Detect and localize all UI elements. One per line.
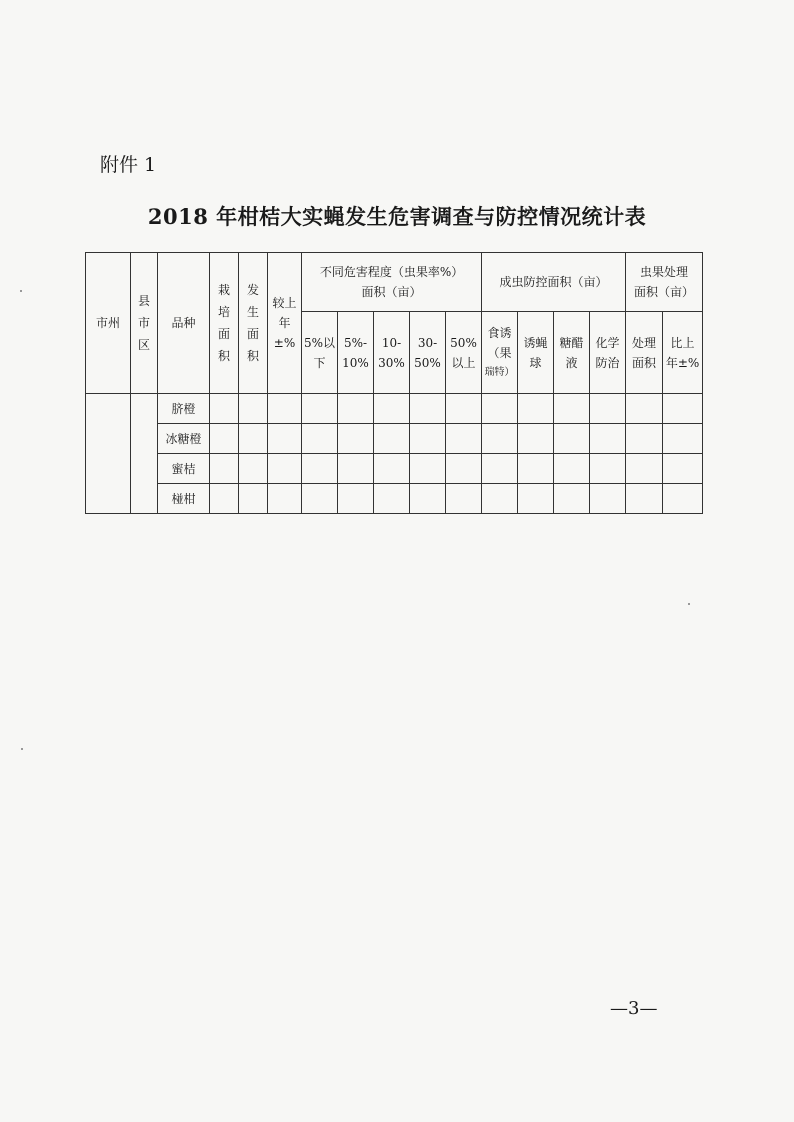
scan-speck	[688, 603, 690, 605]
header-city: 市州	[86, 253, 131, 394]
header-damage-level: 10- 30%	[374, 312, 410, 394]
header-damage-level: 30- 50%	[410, 312, 446, 394]
header-vs-last-year: 较上 年 ±%	[268, 253, 302, 394]
variety-cell: 蜜桔	[158, 454, 210, 484]
table-row	[86, 394, 703, 424]
variety-cell: 脐橙	[158, 394, 210, 424]
table-row	[86, 424, 703, 454]
variety-cell: 冰糖橙	[158, 424, 210, 454]
header-control-method: 食诱 （果 瑞特）	[482, 312, 518, 394]
header-occurrence-area: 发生面积	[239, 253, 268, 394]
statistics-table	[85, 252, 703, 514]
header-control-group: 成虫防控面积（亩）	[482, 253, 626, 312]
attachment-label: 附件 1	[100, 154, 157, 176]
page-number: —3—	[610, 998, 658, 1019]
header-damage-level: 5%以 下	[302, 312, 338, 394]
header-variety: 品种	[158, 253, 210, 394]
variety-cell: 椪柑	[158, 484, 210, 514]
county-cell	[131, 394, 158, 514]
header-fruit-group: 虫果处理 面积（亩）	[626, 253, 703, 312]
page-title: 2018 年柑桔大实蝇发生危害调查与防控情况统计表	[147, 204, 647, 229]
header-county: 县市区	[131, 253, 158, 394]
header-damage-level: 5%- 10%	[338, 312, 374, 394]
header-control-method: 糖醋 液	[554, 312, 590, 394]
scan-speck	[21, 748, 23, 750]
scan-speck	[20, 290, 22, 292]
header-cultivation-area: 栽培面积	[210, 253, 239, 394]
header-damage-group: 不同危害程度（虫果率%） 面积（亩）	[302, 253, 482, 312]
header-fruit-col: 处理 面积	[626, 312, 663, 394]
header-control-method: 化学 防治	[590, 312, 626, 394]
header-fruit-col: 比上 年±%	[663, 312, 703, 394]
city-cell	[86, 394, 131, 514]
header-control-method: 诱蝇 球	[518, 312, 554, 394]
header-damage-level: 50% 以上	[446, 312, 482, 394]
table-row	[86, 484, 703, 514]
table-row	[86, 454, 703, 484]
